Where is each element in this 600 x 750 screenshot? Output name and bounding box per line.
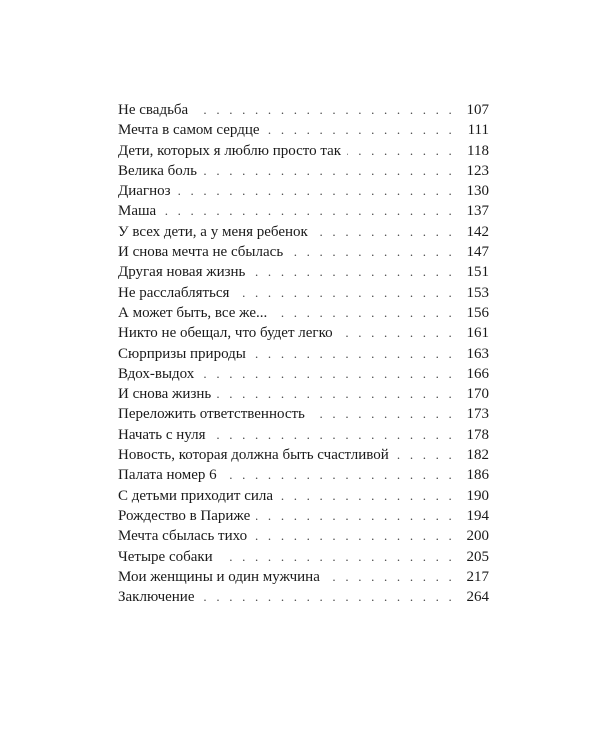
toc-entry bbox=[118, 141, 489, 161]
toc-entry-title: Четыре собаки bbox=[118, 548, 213, 565]
toc-entry-page: 170 bbox=[466, 386, 489, 403]
toc-dot-leader bbox=[177, 181, 455, 201]
toc-entry-title: Не свадьба bbox=[118, 102, 189, 118]
toc-entry bbox=[118, 526, 489, 546]
toc-entry-title: Мечта в самом сердце bbox=[118, 122, 260, 139]
toc-entry-title: И снова мечта не сбылась bbox=[118, 244, 284, 261]
toc-entry bbox=[118, 364, 489, 384]
toc-dot-leader bbox=[251, 262, 455, 282]
toc-entry-title: Велика боль bbox=[118, 162, 197, 179]
toc-entry bbox=[118, 567, 489, 587]
toc-entry bbox=[118, 283, 489, 303]
toc-entry-page: 142 bbox=[466, 223, 489, 240]
toc-entry bbox=[118, 323, 489, 343]
toc-dot-leader bbox=[256, 506, 455, 526]
toc-entry-page: 264 bbox=[466, 589, 489, 606]
toc-entry bbox=[118, 242, 489, 262]
toc-dot-leader bbox=[314, 222, 455, 242]
toc-dot-leader bbox=[253, 526, 455, 546]
toc-entry-title: Палата номер 6 bbox=[118, 467, 217, 484]
toc-entry-page: 153 bbox=[466, 284, 489, 301]
toc-entry bbox=[118, 587, 489, 607]
toc-entry-title: Сюрпризы природы bbox=[118, 345, 246, 362]
toc-entry-page: 163 bbox=[466, 345, 489, 362]
toc-entry-page: 217 bbox=[466, 568, 489, 585]
toc-entry bbox=[118, 201, 489, 221]
toc-entry bbox=[118, 425, 489, 445]
toc-entry-page: 123 bbox=[466, 162, 489, 179]
toc-entry-page: 200 bbox=[466, 528, 489, 545]
toc-entry-page: 147 bbox=[466, 244, 489, 261]
toc-dot-leader bbox=[200, 364, 455, 384]
toc-entry bbox=[118, 547, 489, 567]
toc-dot-leader bbox=[201, 587, 456, 607]
toc-entry-page: 173 bbox=[466, 406, 489, 423]
toc-entry-title: А может быть, все же... bbox=[118, 304, 268, 321]
toc-entry-title: И снова жизнь bbox=[118, 386, 212, 403]
toc-dot-leader bbox=[347, 141, 455, 161]
toc-entry-page: 178 bbox=[466, 426, 489, 443]
toc-dot-leader bbox=[289, 242, 455, 262]
toc-entry-page: 186 bbox=[466, 467, 489, 484]
toc-entry-title: Дети, которых я люблю просто так bbox=[118, 142, 342, 159]
toc-entry-page: 166 bbox=[466, 365, 489, 382]
toc-entry-title: Новость, которая должна быть счастливой bbox=[118, 447, 389, 464]
toc-dot-leader bbox=[311, 404, 455, 424]
toc-entry bbox=[118, 100, 489, 120]
toc-entry-page: 156 bbox=[466, 304, 489, 321]
toc-dot-leader bbox=[194, 100, 455, 120]
toc-dot-leader bbox=[339, 323, 455, 343]
toc-entry-title: Никто не обещал, что будет легко bbox=[118, 325, 333, 342]
toc-dot-leader bbox=[217, 384, 455, 404]
toc-entry bbox=[118, 486, 489, 506]
toc-entry-title: Вдох-выдох bbox=[118, 365, 195, 382]
toc-entry-page: 182 bbox=[466, 447, 489, 464]
toc-entry-title: Маша bbox=[118, 203, 157, 220]
toc-dot-leader bbox=[326, 567, 455, 587]
toc-entry-title: Заключение bbox=[118, 589, 195, 606]
toc-entry bbox=[118, 404, 489, 424]
toc-entry-page: 107 bbox=[466, 102, 489, 118]
toc-entry-page: 111 bbox=[467, 122, 489, 139]
toc-entry-title: Рождество в Париже bbox=[118, 507, 251, 524]
toc-entry-title: Начать с нуля bbox=[118, 426, 206, 443]
toc-entry-title: Не расслабляться bbox=[118, 284, 230, 301]
toc-entry bbox=[118, 161, 489, 181]
toc-entry bbox=[118, 344, 489, 364]
toc-entry-page: 161 bbox=[466, 325, 489, 342]
toc-entry bbox=[118, 506, 489, 526]
toc-entry-page: 205 bbox=[466, 548, 489, 565]
toc-entry bbox=[118, 384, 489, 404]
toc-entry bbox=[118, 181, 489, 201]
toc-dot-leader bbox=[273, 303, 455, 323]
toc-dot-leader bbox=[395, 445, 455, 465]
toc-entry-title: Переложить ответственность bbox=[118, 406, 305, 423]
table-of-contents bbox=[118, 100, 489, 607]
toc-dot-leader bbox=[235, 283, 455, 303]
toc-dot-leader bbox=[279, 486, 455, 506]
toc-entry bbox=[118, 120, 489, 140]
toc-dot-leader bbox=[266, 120, 455, 140]
toc-entry bbox=[118, 465, 489, 485]
toc-dot-leader bbox=[212, 425, 455, 445]
toc-entry bbox=[118, 445, 489, 465]
toc-dot-leader bbox=[162, 201, 455, 221]
toc-entry-title: Мечта сбылась тихо bbox=[118, 528, 248, 545]
toc-entry-page: 194 bbox=[466, 507, 489, 524]
toc-entry-page: 118 bbox=[467, 142, 489, 159]
toc-entry-page: 130 bbox=[466, 183, 489, 200]
toc-dot-leader bbox=[203, 161, 455, 181]
toc-entry bbox=[118, 303, 489, 323]
toc-entry-title: Другая новая жизнь bbox=[118, 264, 246, 281]
toc-dot-leader bbox=[252, 344, 455, 364]
toc-entry-page: 190 bbox=[466, 487, 489, 504]
toc-entry-page: 151 bbox=[466, 264, 489, 281]
toc-entry-title: У всех дети, а у меня ребенок bbox=[118, 223, 308, 240]
toc-dot-leader bbox=[219, 547, 455, 567]
toc-entry-title: Мои женщины и один мужчина bbox=[118, 568, 320, 585]
toc-entry bbox=[118, 222, 489, 242]
toc-entry-title: С детьми приходит сила bbox=[118, 487, 274, 504]
toc-entry-page: 137 bbox=[466, 203, 489, 220]
toc-entry-title: Диагноз bbox=[118, 183, 171, 200]
toc-dot-leader bbox=[223, 465, 455, 485]
toc-entry bbox=[118, 262, 489, 282]
